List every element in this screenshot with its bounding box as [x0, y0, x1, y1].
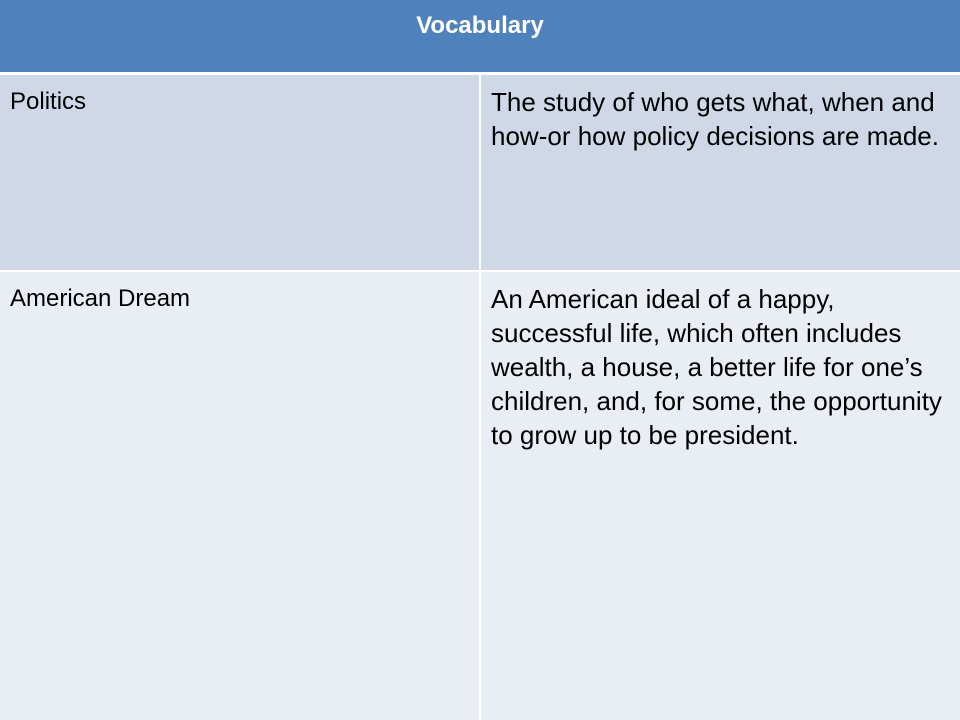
table-header-row	[0, 0, 960, 73]
definition-cell: An American ideal of a happy, successful life, which often includes wealth, a house, a better life for one’s children, and, for some, the opportunity to grow up to be president.	[480, 271, 960, 720]
term-cell: Politics	[0, 73, 480, 271]
table-header-vocabulary: Vocabulary	[0, 0, 960, 73]
table-row	[0, 271, 960, 720]
definition-cell: The study of who gets what, when and how-or how policy decisions are made.	[480, 73, 960, 271]
term-cell: American Dream	[0, 271, 480, 720]
table-row	[0, 73, 960, 271]
